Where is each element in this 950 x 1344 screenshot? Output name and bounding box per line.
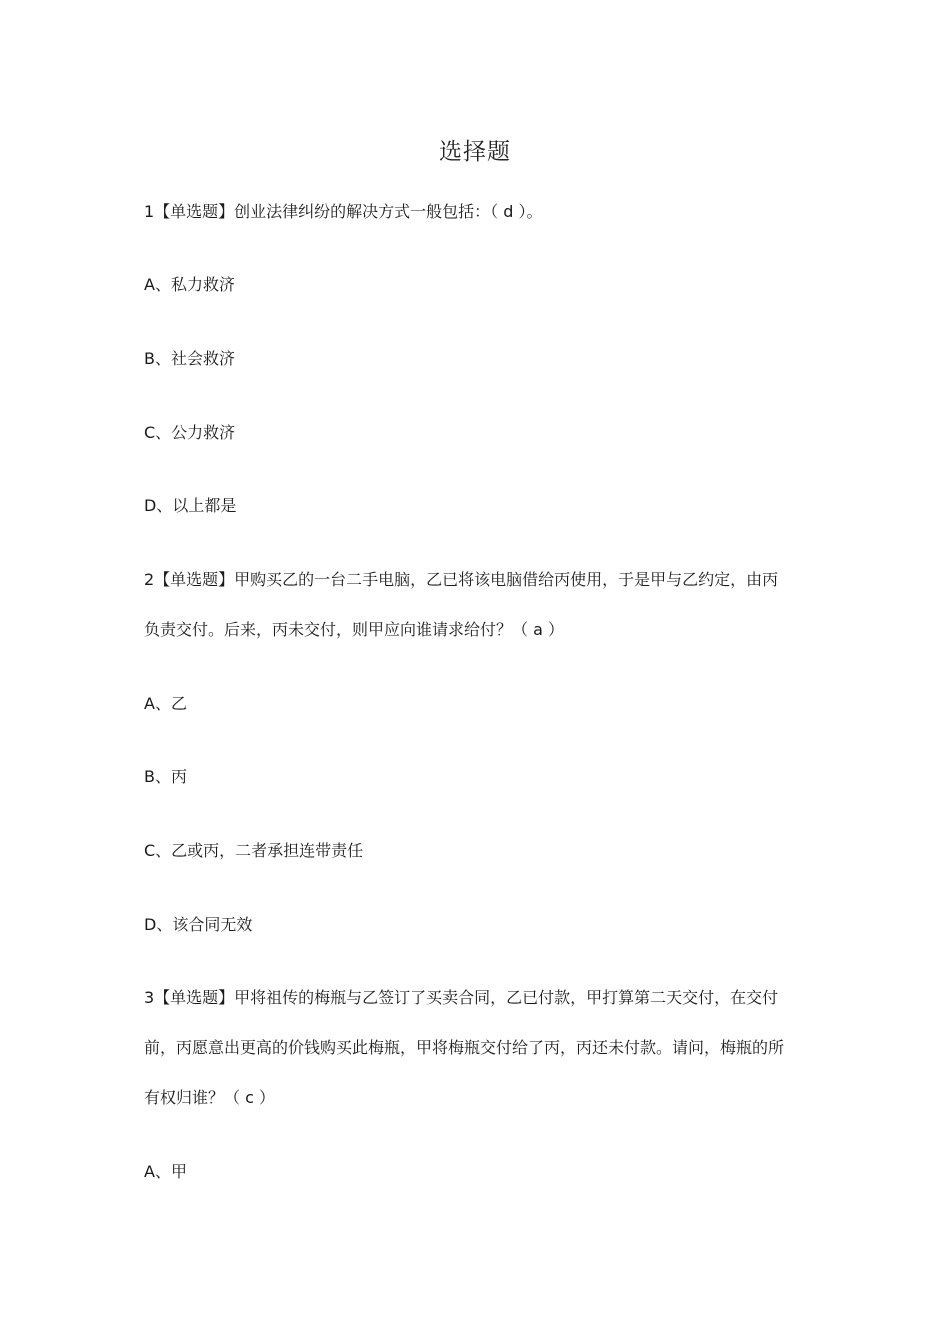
question-2-option-b: B、丙 xyxy=(144,767,187,786)
question-1-option-d: D、以上都是 xyxy=(144,496,237,515)
question-3-option-a: A、甲 xyxy=(144,1162,187,1181)
question-1-option-b: B、社会救济 xyxy=(144,349,235,368)
question-3-stem-line-2: 前，丙愿意出更高的价钱购买此梅瓶，甲将梅瓶交付给了丙，丙还未付款。请问，梅瓶的所 xyxy=(144,1038,785,1057)
question-1-stem: 1【单选题】创业法律纠纷的解决方式一般包括：（ d ）。 xyxy=(144,202,543,221)
question-3-stem-line-1: 3【单选题】甲将祖传的梅瓶与乙签订了买卖合同，乙已付款，甲打算第二天交付，在交付 xyxy=(144,988,779,1007)
page-title: 选择题 xyxy=(439,139,511,165)
question-2-stem-line-2: 负责交付。后来，丙未交付，则甲应向谁请求给付？（ a ） xyxy=(144,620,564,639)
question-2-option-a: A、乙 xyxy=(144,694,187,713)
question-2-stem-line-1: 2【单选题】甲购买乙的一台二手电脑，乙已将该电脑借给丙使用，于是甲与乙约定，由丙 xyxy=(144,570,779,589)
question-1-option-c: C、公力救济 xyxy=(144,423,236,442)
question-2-option-d: D、该合同无效 xyxy=(144,915,253,934)
question-3-stem-line-3: 有权归谁？（ c ） xyxy=(144,1088,275,1107)
question-1-option-a: A、私力救济 xyxy=(144,275,235,294)
question-2-option-c: C、乙或丙，二者承担连带责任 xyxy=(144,841,364,860)
